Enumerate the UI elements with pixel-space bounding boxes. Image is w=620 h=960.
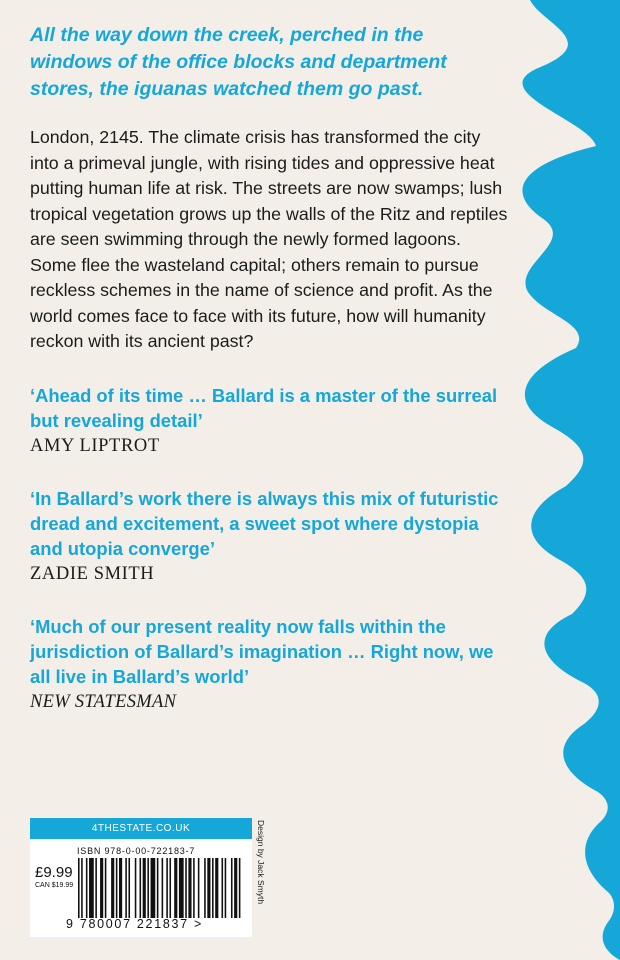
quote-source: ZADIE SMITH <box>30 563 155 584</box>
barcode-bar <box>225 858 227 918</box>
price-can: CAN $19.99 <box>35 882 74 889</box>
barcode-bar <box>89 858 94 918</box>
barcode-bar <box>100 858 103 918</box>
barcode-bar <box>116 858 118 918</box>
barcode-box <box>30 818 252 937</box>
barcode-bar <box>198 858 200 918</box>
barcode-bar <box>147 858 149 918</box>
barcode-bar <box>125 858 127 918</box>
barcode-bar <box>239 858 241 918</box>
barcode-bar <box>231 858 233 918</box>
barcode-bar <box>188 858 191 918</box>
publisher-url: 4THESTATE.CO.UK <box>30 818 252 839</box>
barcode-bar <box>204 858 206 918</box>
blurb-paragraph: London, 2145. The climate crisis has transformed the city into a primeval jungle, with rising tides and oppressive heat putting human life at risk. The streets are now swamps; lush tropical vegetation grows up the walls of the Ritz and reptiles are seen swimming through the newly formed lagoons. Some flee the wasteland capital; others remain to pursue reckless schemes in the name of science and profit. As the world comes face to face with its future, how will humanity reckon with its ancient past? <box>30 127 508 351</box>
design-credit: Design by Jack Smyth <box>256 820 266 905</box>
quote-text: ‘Much of our present reality now falls within the jurisdiction of Ballard’s imagination … Right now, we all live in Ballard’s world’ <box>30 615 494 687</box>
barcode-bar <box>95 858 97 918</box>
barcode-bar <box>78 858 80 918</box>
price-uk: £9.99 <box>35 864 73 881</box>
barcode-bar <box>151 858 156 918</box>
isbn-label: ISBN 978-0-00-722183-7 <box>77 846 196 856</box>
barcode-bars <box>78 858 242 918</box>
back-cover-text <box>30 22 508 714</box>
barcode-bar <box>86 858 88 918</box>
review-quote-3 <box>30 614 508 714</box>
barcode-bar <box>162 858 164 918</box>
review-quote-1 <box>30 383 508 458</box>
review-quote-2 <box>30 486 508 586</box>
barcode-bar <box>207 858 210 918</box>
barcode-bar <box>212 858 214 918</box>
barcode-bar <box>81 858 83 918</box>
barcode-bar <box>140 858 142 918</box>
barcode-bar <box>185 858 187 918</box>
barcode-bar <box>111 858 114 918</box>
tagline: All the way down the creek, perched in the windows of the office blocks and department stores, the iguanas watched them go past. <box>30 24 447 100</box>
quote-text: ‘In Ballard’s work there is always this mix of futuristic dread and excitement, a sweet spot where dystopia and utopia converge’ <box>30 487 499 559</box>
quote-source: AMY LIPTROT <box>30 435 160 456</box>
barcode-bar <box>179 858 184 918</box>
barcode-bar <box>234 858 237 918</box>
barcode-bar <box>135 858 137 918</box>
barcode-bar <box>166 858 168 918</box>
barcode-bar <box>128 858 130 918</box>
barcode-bar <box>215 858 218 918</box>
barcode-digits: 9 780007 221837 > <box>66 917 203 931</box>
barcode-bar <box>193 858 195 918</box>
barcode-bar <box>174 858 177 918</box>
barcode-bar <box>119 858 122 918</box>
barcode-bar <box>157 858 159 918</box>
quote-source: NEW STATESMAN <box>30 691 177 712</box>
barcode-bar <box>222 858 224 918</box>
quote-text: ‘Ahead of its time … Ballard is a master of the surreal but revealing detail’ <box>30 384 498 431</box>
barcode-bar <box>105 858 107 918</box>
barcode-bar <box>143 858 146 918</box>
barcode-bar <box>169 858 171 918</box>
